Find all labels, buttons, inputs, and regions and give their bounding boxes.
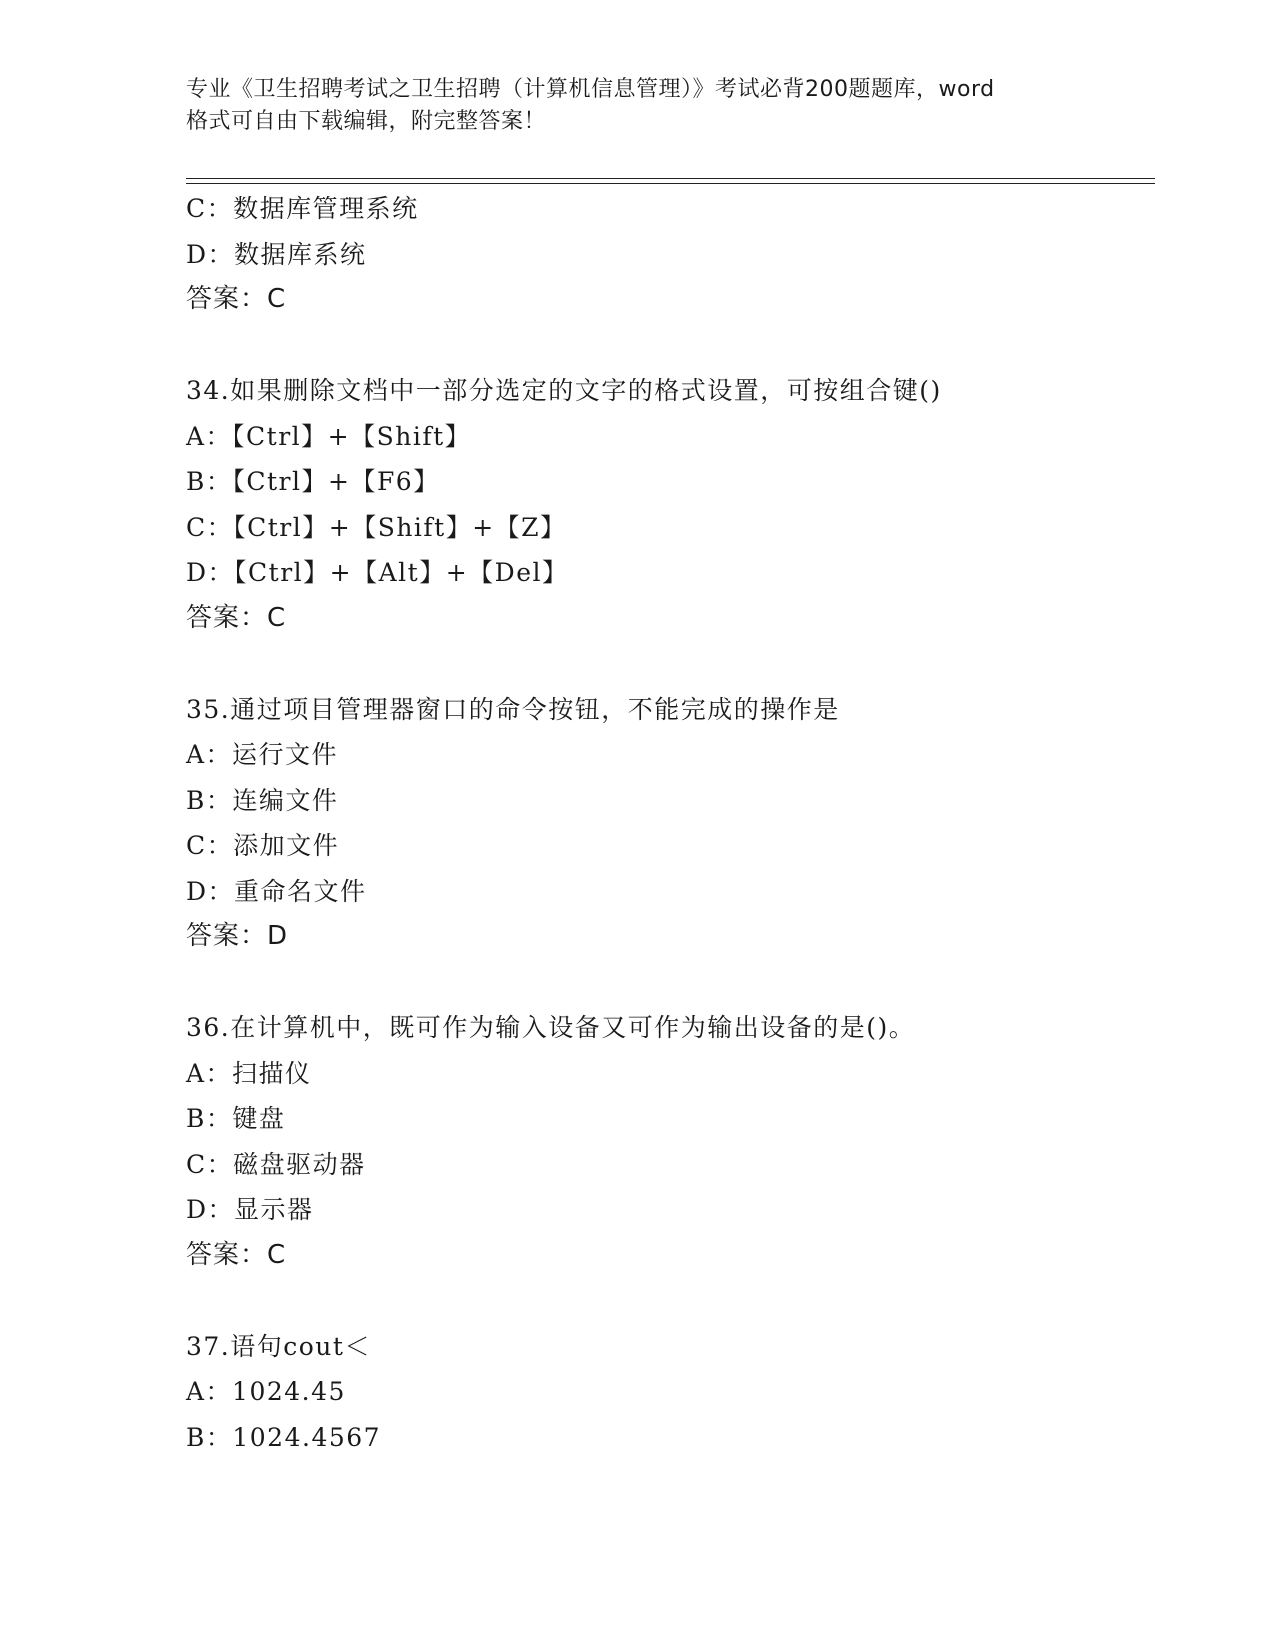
- option-c: C：数据库管理系统: [186, 194, 419, 223]
- option-d: D：显示器: [186, 1195, 314, 1224]
- answer-line: 答案：C: [186, 1239, 287, 1270]
- question-block-previous: [186, 186, 1146, 323]
- answer-line: 答案：D: [186, 921, 289, 951]
- question-stem: 34.如果删除文档中一部分选定的文字的格式设置，可按组合键(): [186, 376, 942, 405]
- question-block-37: [186, 1324, 1146, 1461]
- option-a: A：运行文件: [186, 740, 339, 769]
- option-b: B：1024.4567: [186, 1422, 382, 1452]
- option-c: C：磁盘驱动器: [186, 1149, 366, 1179]
- header-rule-top: [186, 178, 1155, 179]
- option-b: B：键盘: [186, 1104, 286, 1133]
- header-line-2: 格式可自由下载编辑，附完整答案！: [186, 109, 547, 134]
- header-rule-bottom: [186, 183, 1155, 184]
- option-b: B：连编文件: [186, 785, 339, 815]
- question-block-36: [186, 1005, 1146, 1278]
- option-d: D：数据库系统: [186, 239, 367, 269]
- header-line-1: 专业《卫生招聘考试之卫生招聘（计算机信息管理）》考试必背200题题库，word: [186, 77, 995, 102]
- option-d: D：【Ctrl】+【Alt】+【Del】: [186, 558, 569, 587]
- option-a: A：1024.45: [186, 1377, 346, 1406]
- document-body: [186, 186, 1146, 1460]
- document-header: [186, 74, 1086, 138]
- question-stem: 36.在计算机中，既可作为输入设备又可作为输出设备的是()。: [186, 1013, 916, 1042]
- answer-line: 答案：C: [186, 602, 287, 633]
- option-c: C：【Ctrl】+【Shift】+【Z】: [186, 512, 567, 542]
- option-a: A：【Ctrl】+【Shift】: [186, 421, 472, 451]
- option-a: A：扫描仪: [186, 1058, 312, 1088]
- question-block-35: [186, 687, 1146, 960]
- option-c: C：添加文件: [186, 831, 340, 860]
- option-b: B：【Ctrl】+【F6】: [186, 467, 440, 496]
- question-stem: 37.语句cout＜: [186, 1331, 371, 1361]
- option-d: D：重命名文件: [186, 876, 367, 906]
- question-block-34: [186, 368, 1146, 641]
- question-stem: 35.通过项目管理器窗口的命令按钮，不能完成的操作是: [186, 694, 840, 724]
- answer-line: 答案：C: [186, 284, 287, 314]
